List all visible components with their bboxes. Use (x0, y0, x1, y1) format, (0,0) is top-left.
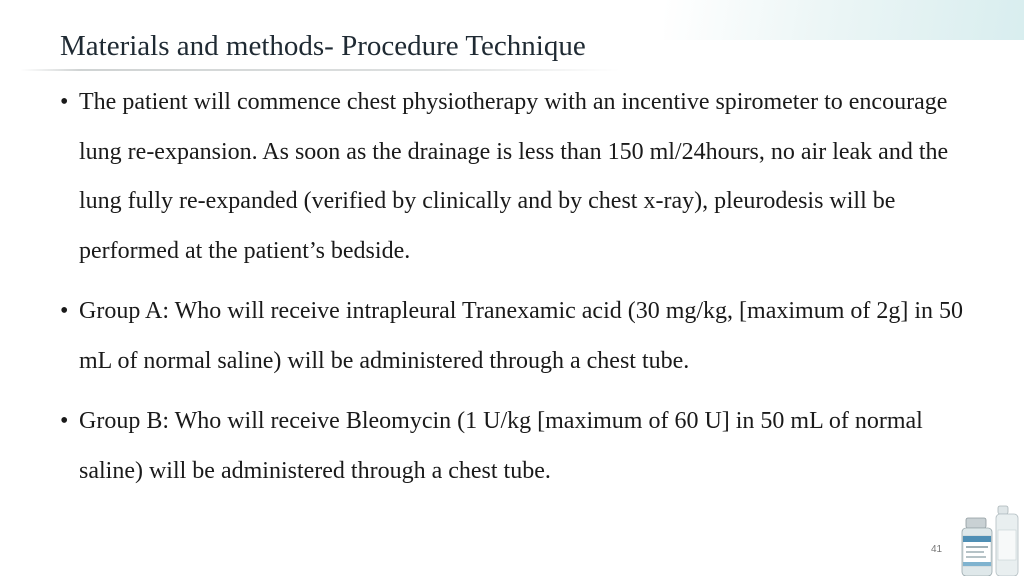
bullet-text: The patient will commence chest physiotherapy with an incentive spirometer to encourage lung re-expansion. As soon as the drainage is less than 150 ml/24hours, no air leak and the lung fully re-expanded (verified by clinically and by chest x-ray), pleurodesis will be performed at the patient’s bedside. (79, 89, 949, 264)
title-underline (20, 69, 620, 71)
bullet-marker: • (60, 298, 69, 324)
header-decoration (664, 0, 1024, 40)
bullet-item (60, 287, 990, 386)
slide-title: Materials and methods- Procedure Technique (60, 30, 586, 62)
medication-vials-icon (958, 500, 1024, 576)
bullet-text: Group B: Who will receive Bleomycin (1 U/kg [maximum of 60 U] in 50 mL of normal saline) will be administered through a chest tube. (79, 408, 923, 484)
bullet-item (60, 78, 990, 276)
page-number: 41 (931, 544, 943, 555)
bullet-marker: • (60, 408, 69, 434)
bullet-item (60, 397, 990, 496)
bullet-text: Group A: Who will receive intrapleural Tranexamic acid (30 mg/kg, [maximum of 2g] in 50 mL of normal saline) will be administered through a chest tube. (79, 298, 964, 374)
bullet-marker: • (60, 89, 69, 115)
bullet-list (60, 78, 990, 496)
